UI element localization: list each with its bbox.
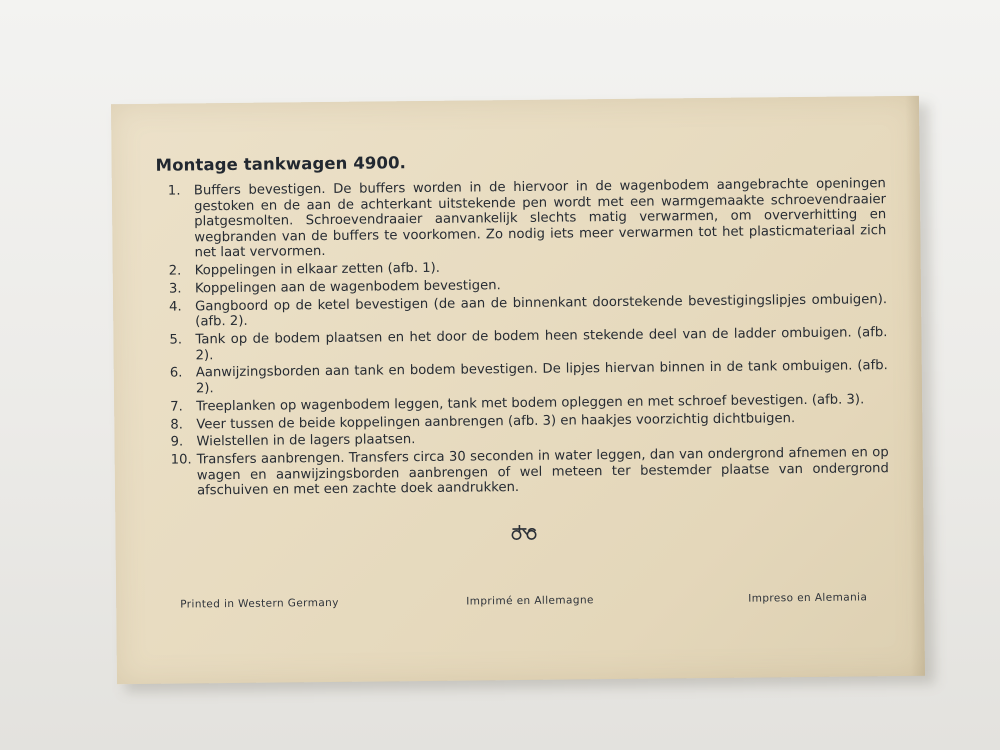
step-number: 7. (170, 399, 183, 415)
step-number: 5. (169, 332, 183, 348)
step-item (161, 445, 889, 499)
step-text: Gangboord op de ketel bevestigen (de aan de binnenkant doorstekende bevestigingslipjes ombuigen). (afb. 2). (195, 291, 888, 330)
step-text: Transfers aanbrengen. Transfers circa 30 seconden in water leggen, dan van ondergrond afnemen en op wagen en aanwijzingsborden aanbrengen of wel meteen ter bestemder plaatse van ondergrond afschuiven en met een zachte doek aandrukken. (196, 445, 889, 499)
step-number: 9. (170, 434, 184, 451)
step-text: Veer tussen de beide koppelingen aanbrengen (afb. 3) en haakjes voorzichtig dichtbuigen. (196, 410, 796, 432)
step-text: Koppelingen in elkaar zetten (afb. 1). (194, 260, 441, 279)
step-text: Tank op de bodem plaatsen en het door de bodem heen stekende deel van de ladder ombuigen. (afb. 2). (195, 325, 888, 364)
step-item (160, 359, 888, 398)
footer-imprime: Imprimé en Allemagne (466, 594, 594, 608)
card-title: Montage tankwagen 4900. (155, 153, 407, 175)
step-text: Buffers bevestigen. De buffers worden in de hiervoor in de wagenbodem aangebrachte openingen gestoken en de aan de achterkant uitstekende pen wordt met een warmgemaakte schroevendraaier platgesmolten. Schroevendraaier aanvankelijk slechts matig verwarmen, om oververhitting en wegbranden van de buffers te voorkomen. Zo nodig iets meer verwarmen tot het plasticmateriaal zich net laat vervormen. (193, 176, 887, 261)
step-number: 8. (170, 417, 184, 433)
step-item (159, 292, 887, 331)
step-item (159, 325, 887, 364)
footer-impreso: Impreso en Alemania (748, 591, 868, 605)
step-text: Treeplanken op wagenbodem leggen, tank met bodem opleggen en met schroef bevestigen. (afb. 3). (196, 392, 865, 415)
instruction-card (111, 96, 925, 684)
step-number: 4. (169, 299, 182, 315)
step-text: Aanwijzingsborden aan tank en bodem bevestigen. De lipjes hiervan binnen in de tank ombuigen. (afb. 2). (195, 358, 888, 397)
step-number: 2. (168, 263, 182, 279)
step-number: 6. (169, 365, 183, 382)
step-text: Koppelingen aan de wagenbodem bevestigen. (194, 278, 501, 297)
step-text: Wielstellen in de lagers plaatsen. (196, 432, 416, 450)
footer-printed-in: Printed in Western Germany (180, 596, 339, 611)
step-number: 3. (168, 281, 182, 297)
steps-list (158, 176, 889, 502)
manufacturer-logo-icon (509, 522, 539, 542)
step-number: 10. (170, 452, 192, 468)
step-item (158, 176, 887, 262)
step-number: 1. (167, 183, 181, 199)
